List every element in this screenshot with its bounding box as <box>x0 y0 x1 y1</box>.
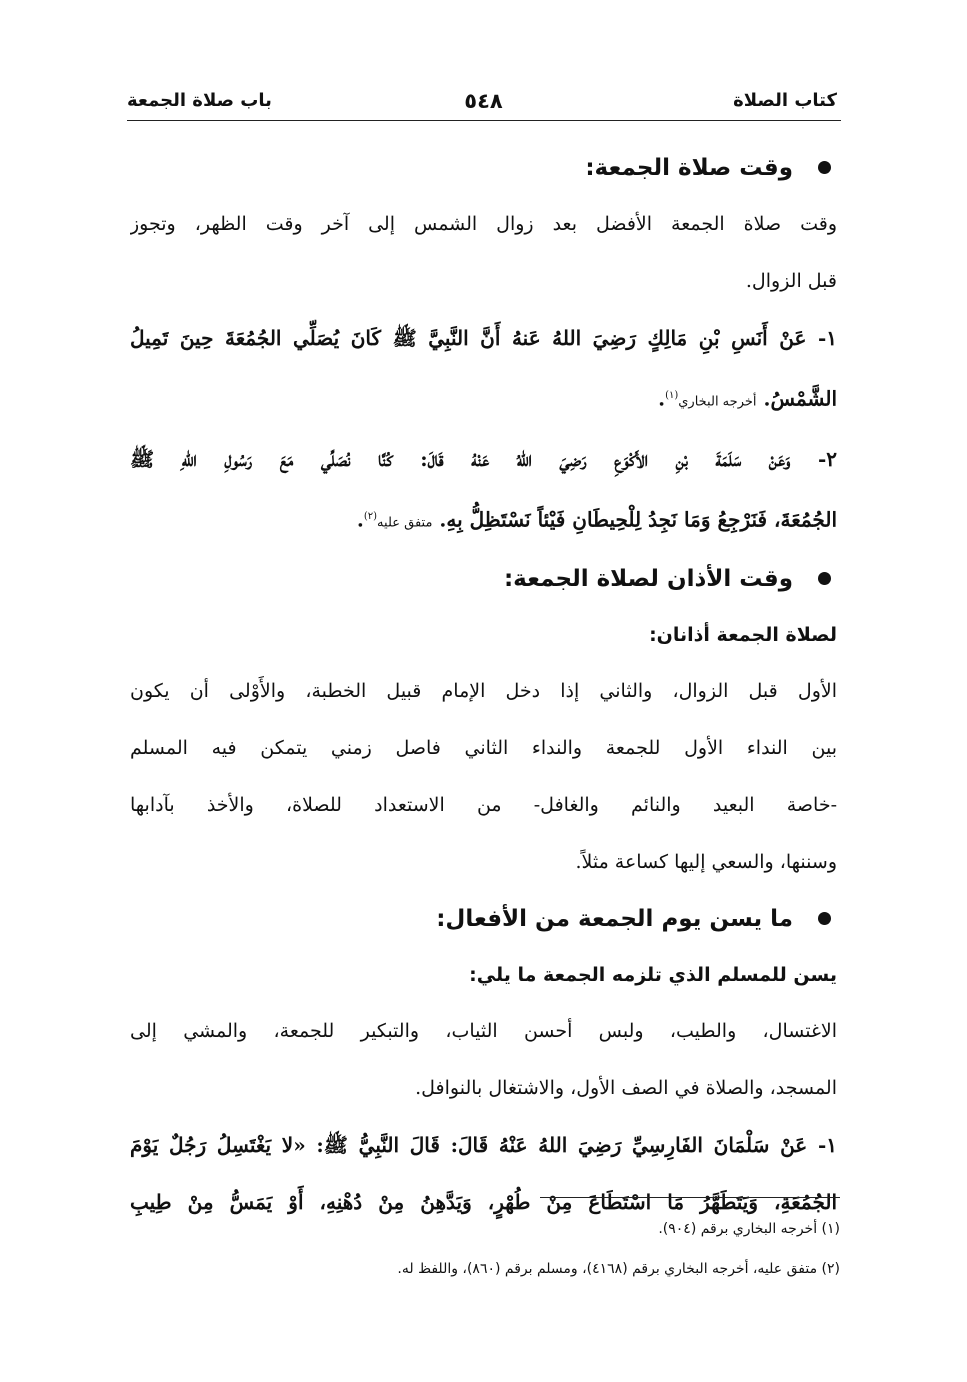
section-heading-friday-prayer-time: وقت صلاة الجمعة: <box>130 140 837 196</box>
header-divider <box>127 120 841 121</box>
page-number: ٥٤٨ <box>464 89 503 113</box>
section-heading-adhan-time: وقت الأذان لصلاة الجمعة: <box>130 551 837 607</box>
bullet-icon <box>818 572 831 585</box>
hadith-source: متفق عليه <box>377 515 433 531</box>
subheading-two-adhans: لصلاة الجمعة أذانان: <box>649 624 837 647</box>
paragraph-prayer-time: وقت صلاة الجمعة الأفضل بعد زوال الشمس إلى آخر وقت الظهر، وتجوز قبل الزوال. <box>130 213 837 292</box>
bullet-icon <box>818 912 831 925</box>
running-header-book-title: كتاب الصلاة <box>733 90 837 111</box>
hadith-2: ٢- وَعَنْ سَلَمَةَ بْنِ الأَكْوَعِ رَضِيَ اللهُ عَنْهُ قَالَ: كُنَّا نُصَلِّي مَعَ رَسُولِ اللهِ ﷺ الجُمُعَةَ، فَنَرْجِعُ وَمَا نَجِدُ لِلْحِيطَانِ فَيْئاً نَسْتَظِلُّ بِهِ. متفق عليه$^{(٢)}$. <box>130 446 837 532</box>
footnote-2: (٢) متفق عليه، أخرجه البخاري برقم (٤١٦٨)، ومسلم برقم (٨٦٠)، واللفظ له. <box>397 1261 840 1277</box>
hadith-source: أخرجه البخاري <box>678 394 757 410</box>
footnote-1: (١) أخرجه البخاري برقم (٩٠٤). <box>658 1221 840 1237</box>
paragraph-sunnah-acts: الاغتسال، والطيب، ولبس أحسن الثياب، والتبكير للجمعة، والمشي إلى المسجد، والصلاة في الصف الأول، والاشتغال بالنوافل. <box>130 1020 837 1100</box>
footnote-ref: (٢) <box>363 510 378 522</box>
hadith-1: ١- عَنْ أَنَسِ بْنِ مَالِكٍ رَضِيَ اللهُ عَنهُ أَنَّ النَّبِيَّ ﷺ كَانَ يُصَلِّي الجُمُعَةَ حِينَ تَمِيلُ الشَّمْسُ. أخرجه البخاري$^{(١)}$. <box>130 326 837 411</box>
bullet-icon <box>818 161 831 174</box>
footnote-divider <box>540 1197 840 1198</box>
running-header-chapter-title: باب صلاة الجمعة <box>127 90 272 111</box>
subheading-required-acts: يسن للمسلم الذي تلزمه الجمعة ما يلي: <box>469 964 837 987</box>
hadith-3: ١- عَنْ سَلْمَانَ الفَارِسِيِّ رَضِيَ اللهُ عَنْهُ قَالَ: قَالَ النَّبِيُّ ﷺ: «لا يَغْتَسِلُ رَجُلٌ يَوْمَ الجُمُعَةِ، وَيَتَطَهَّرُ مَا اسْتَطَاعَ مِنْ طُهْرٍ، وَيَدَّهِنُ مِنْ دُهْنِهِ، أَوْ يَمَسُّ مِنْ طِيبِ <box>130 1133 837 1215</box>
footnote-ref: (١) <box>665 390 679 401</box>
section-heading-sunnah-acts: ما يسن يوم الجمعة من الأفعال: <box>130 891 837 947</box>
page-body <box>130 140 837 1231</box>
paragraph-adhans: الأول قبل الزوال، والثاني إذا دخل الإمام قبيل الخطبة، والأَوْلى أن يكون بين النداء الأول للجمعة والنداء الثاني فاصل زمني يتمكن فيه المسلم -خاصة البعيد والنائم والغافل- من الاستعداد للصلاة، والأخذ بآدابها وسننها، والسعي إليها كساعة مثلاً. <box>130 680 837 874</box>
